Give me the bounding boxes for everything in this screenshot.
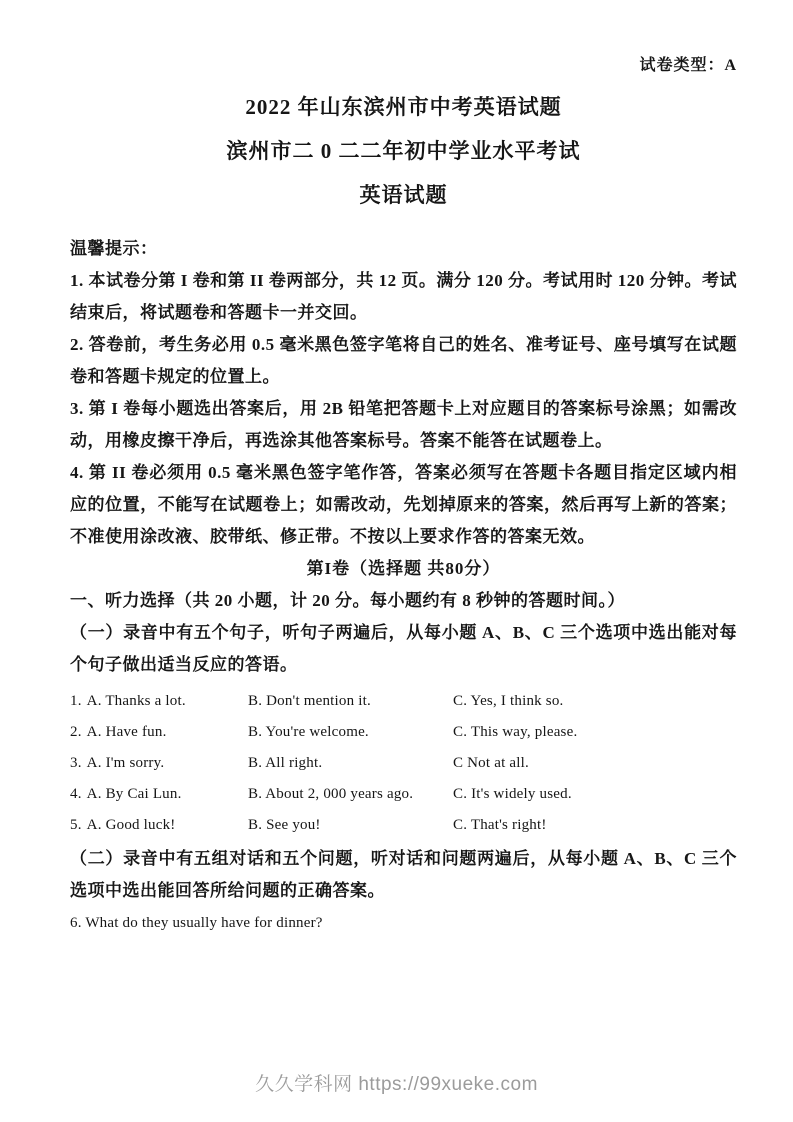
option-b: B. Don't mention it. xyxy=(248,693,371,709)
notice-item-2: 2. 答卷前，考生务必用 0.5 毫米黑色签字笔将自己的姓名、准考证号、座号填写在试题卷和答题卡规定的位置上。 xyxy=(70,335,737,386)
option-a: A. Have fun. xyxy=(86,724,167,740)
paper-type-label: 试卷类型：A xyxy=(639,57,737,74)
question-6: 6. What do they usually have for dinner? xyxy=(70,915,323,931)
exam-title-main: 2022 年山东滨州市中考英语试题 xyxy=(245,95,562,119)
option-b: B. About 2, 000 years ago. xyxy=(248,786,414,802)
notice-item-3: 3. 第 I 卷每小题选出答案后，用 2B 铅笔把答题卡上对应题目的答案标号涂黑；如需改动，用橡皮擦干净后，再选涂其他答案标号。答案不能答在试题卷上。 xyxy=(70,399,737,450)
option-c: C. That's right! xyxy=(453,817,547,833)
option-a: A. Good luck! xyxy=(86,817,176,833)
part1-sub1-instructions: （一）录音中有五个句子，听句子两遍后，从每小题 A、B、C 三个选项中选出能对每个句子做出适当反应的答语。 xyxy=(70,623,737,674)
listening-item-row xyxy=(70,686,737,717)
option-a: A. Thanks a lot. xyxy=(86,693,186,709)
question-number: 5. xyxy=(70,817,82,833)
option-a-cell xyxy=(70,779,248,810)
option-c: C. It's widely used. xyxy=(453,786,572,802)
listening-item-row xyxy=(70,717,737,748)
option-b: B. All right. xyxy=(248,755,323,771)
listening-item-row xyxy=(70,748,737,779)
notice-heading: 温馨提示： xyxy=(70,239,158,258)
question-number: 3. xyxy=(70,755,82,771)
question-number: 1. xyxy=(70,693,82,709)
question-number: 4. xyxy=(70,786,82,802)
option-a-cell xyxy=(70,810,248,841)
part1-sub2-instructions: （二）录音中有五组对话和五个问题，听对话和问题两遍后，从每小题 A、B、C 三个选项中选出能回答所给问题的正确答案。 xyxy=(70,849,737,900)
option-b: B. See you! xyxy=(248,817,321,833)
option-a: A. By Cai Lun. xyxy=(86,786,182,802)
listening-items-1-5 xyxy=(70,686,737,841)
option-c: C. Yes, I think so. xyxy=(453,693,564,709)
option-a-cell xyxy=(70,748,248,779)
exam-title-subject: 英语试题 xyxy=(359,183,448,207)
option-a-cell xyxy=(70,717,248,748)
listening-item-row xyxy=(70,779,737,810)
watermark-footer: 久久学科网 https://99xueke.com xyxy=(255,1074,538,1095)
question-number: 2. xyxy=(70,724,82,740)
exam-title-subtitle: 滨州市二 0 二二年初中学业水平考试 xyxy=(226,139,581,163)
option-a: A. I'm sorry. xyxy=(86,755,165,771)
notice-item-1: 1. 本试卷分第 I 卷和第 II 卷两部分，共 12 页。满分 120 分。考试用时 120 分钟。考试结束后，将试题卷和答题卡一并交回。 xyxy=(70,271,737,322)
part1-title: 一、听力选择（共 20 小题，计 20 分。每小题约有 8 秒钟的答题时间。） xyxy=(70,591,625,610)
listening-item-row xyxy=(70,810,737,841)
option-c: C. This way, please. xyxy=(453,724,578,740)
option-b: B. You're welcome. xyxy=(248,724,369,740)
section1-header: 第I卷（选择题 共80分） xyxy=(306,559,501,578)
title-block xyxy=(70,95,737,207)
notice-section xyxy=(70,233,737,553)
notice-item-4: 4. 第 II 卷必须用 0.5 毫米黑色签字笔作答，答案必须写在答题卡各题目指定区域内相应的位置，不能写在试题卷上；如需改动，先划掉原来的答案，然后再写上新的答案；不准使用涂改液、胶带纸、修正带。不按以上要求作答的答案无效。 xyxy=(70,463,737,546)
option-a-cell xyxy=(70,686,248,717)
option-c: C Not at all. xyxy=(453,755,529,771)
